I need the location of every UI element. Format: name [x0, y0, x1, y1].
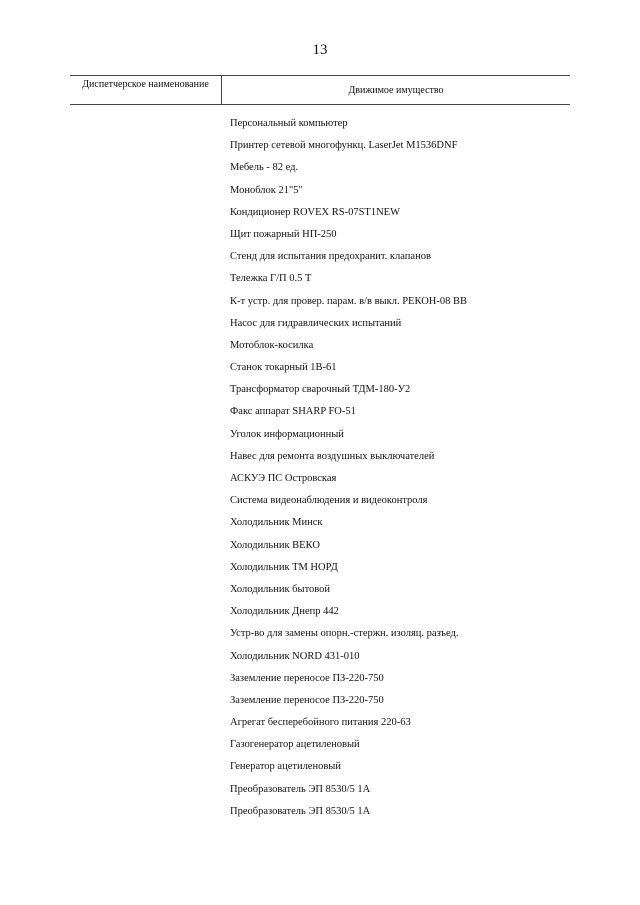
table-row: [70, 267, 570, 289]
table-row: [70, 467, 570, 489]
dispatch-name-cell: [70, 334, 230, 356]
table-row: [70, 534, 570, 556]
dispatch-name-cell: [70, 245, 230, 267]
asset-cell: Моноблок 21"5": [230, 184, 303, 196]
dispatch-name-cell: [70, 112, 230, 134]
header-dispatch-name: Диспетчерское наименование: [70, 76, 222, 104]
asset-cell: Холодильник ВЕКО: [230, 539, 320, 551]
table-row: [70, 556, 570, 578]
table-row: [70, 800, 570, 822]
table-row: [70, 334, 570, 356]
property-table: [70, 75, 570, 817]
asset-cell: Холодильник ТМ НОРД: [230, 561, 338, 573]
dispatch-name-cell: [70, 578, 230, 600]
table-body: [70, 112, 570, 822]
dispatch-name-cell: [70, 445, 230, 467]
dispatch-name-cell: [70, 400, 230, 422]
dispatch-name-cell: [70, 645, 230, 667]
dispatch-name-cell: [70, 290, 230, 312]
dispatch-name-cell: [70, 356, 230, 378]
dispatch-name-cell: [70, 423, 230, 445]
table-row: [70, 201, 570, 223]
table-row: [70, 667, 570, 689]
table-row: [70, 400, 570, 422]
dispatch-name-cell: [70, 378, 230, 400]
table-row: [70, 622, 570, 644]
asset-cell: Стенд для испытания предохранит. клапанов: [230, 251, 431, 263]
asset-cell: Персональный компьютер: [230, 118, 348, 129]
dispatch-name-cell: [70, 622, 230, 644]
dispatch-name-cell: [70, 689, 230, 711]
page-number: 13: [312, 42, 328, 58]
asset-cell: Заземление переносое ПЗ-220-750: [230, 672, 384, 684]
asset-cell: Насос для гидравлических испытаний: [230, 317, 402, 329]
dispatch-name-cell: [70, 778, 230, 800]
dispatch-name-cell: [70, 312, 230, 334]
asset-cell: Навес для ремонта воздушных выключателей: [230, 450, 435, 462]
table-row: [70, 134, 570, 156]
table-row: [70, 578, 570, 600]
table-row: [70, 711, 570, 733]
dispatch-name-cell: [70, 556, 230, 578]
table-row: [70, 755, 570, 777]
asset-cell: Заземление переносое ПЗ-220-750: [230, 694, 384, 706]
dispatch-name-cell: [70, 800, 230, 822]
asset-cell: Принтер сетевой многофункц. LaserJet M1536DNF: [230, 140, 458, 152]
dispatch-name-cell: [70, 156, 230, 178]
table-row: [70, 223, 570, 245]
asset-cell: Холодильник Днепр 442: [230, 606, 339, 618]
table-row: [70, 112, 570, 134]
dispatch-name-cell: [70, 201, 230, 223]
table-row: [70, 356, 570, 378]
dispatch-name-cell: [70, 267, 230, 289]
asset-cell: Мотоблок-косилка: [230, 339, 314, 351]
table-row: [70, 689, 570, 711]
dispatch-name-cell: [70, 733, 230, 755]
asset-cell: Щит пожарный НП-250: [230, 228, 337, 240]
table-row: [70, 445, 570, 467]
table-row: [70, 778, 570, 800]
dispatch-name-cell: [70, 179, 230, 201]
table-row: [70, 245, 570, 267]
dispatch-name-cell: [70, 467, 230, 489]
asset-cell: Уголок информационный: [230, 428, 344, 440]
table-header: [70, 75, 570, 105]
table-row: [70, 290, 570, 312]
dispatch-name-cell: [70, 511, 230, 533]
asset-cell: Кондиционер ROVEX RS-07ST1NEW: [230, 206, 400, 218]
dispatch-name-cell: [70, 600, 230, 622]
asset-cell: Холодильник Минск: [230, 517, 323, 529]
dispatch-name-cell: [70, 667, 230, 689]
asset-cell: Генератор ацетиленовый: [230, 761, 341, 773]
asset-cell: Агрегат бесперебойного питания 220-63: [230, 717, 411, 729]
dispatch-name-cell: [70, 223, 230, 245]
dispatch-name-cell: [70, 711, 230, 733]
table-row: [70, 600, 570, 622]
table-row: [70, 179, 570, 201]
asset-cell: Мебель - 82 ед.: [230, 162, 299, 174]
dispatch-name-cell: [70, 489, 230, 511]
asset-cell: К-т устр. для провер. парам. в/в выкл. РЕКОН-08 ВВ: [230, 295, 467, 307]
table-row: [70, 312, 570, 334]
asset-cell: Устр-во для замены опорн.-стержн. изоляц. разъед.: [230, 628, 459, 640]
table-row: [70, 733, 570, 755]
asset-cell: Система видеонаблюдения и видеоконтроля: [230, 495, 428, 507]
asset-cell: Трансформатор сварочный ТДМ-180-У2: [230, 384, 411, 396]
dispatch-name-cell: [70, 755, 230, 777]
table-row: [70, 511, 570, 533]
table-row: [70, 645, 570, 667]
table-row: [70, 423, 570, 445]
dispatch-name-cell: [70, 534, 230, 556]
asset-cell: Газогенератор ацетиленовый: [230, 739, 360, 751]
asset-cell: АСКУЭ ПС Островская: [230, 473, 337, 484]
asset-cell: Преобразователь ЭП 8530/5 1А: [230, 805, 371, 817]
table-row: [70, 489, 570, 511]
header-movable-property: Движимое имущество: [348, 85, 444, 96]
asset-cell: Преобразователь ЭП 8530/5 1А: [230, 783, 371, 795]
asset-cell: Факс аппарат SHARP FO-51: [230, 406, 356, 418]
asset-cell: Станок токарный 1В-61: [230, 362, 337, 374]
dispatch-name-cell: [70, 134, 230, 156]
table-row: [70, 156, 570, 178]
asset-cell: Холодильник NORD 431-010: [230, 650, 360, 662]
asset-cell: Холодильник бытовой: [230, 583, 331, 595]
asset-cell: Тележка Г/П 0.5 Т: [230, 273, 312, 285]
table-row: [70, 378, 570, 400]
